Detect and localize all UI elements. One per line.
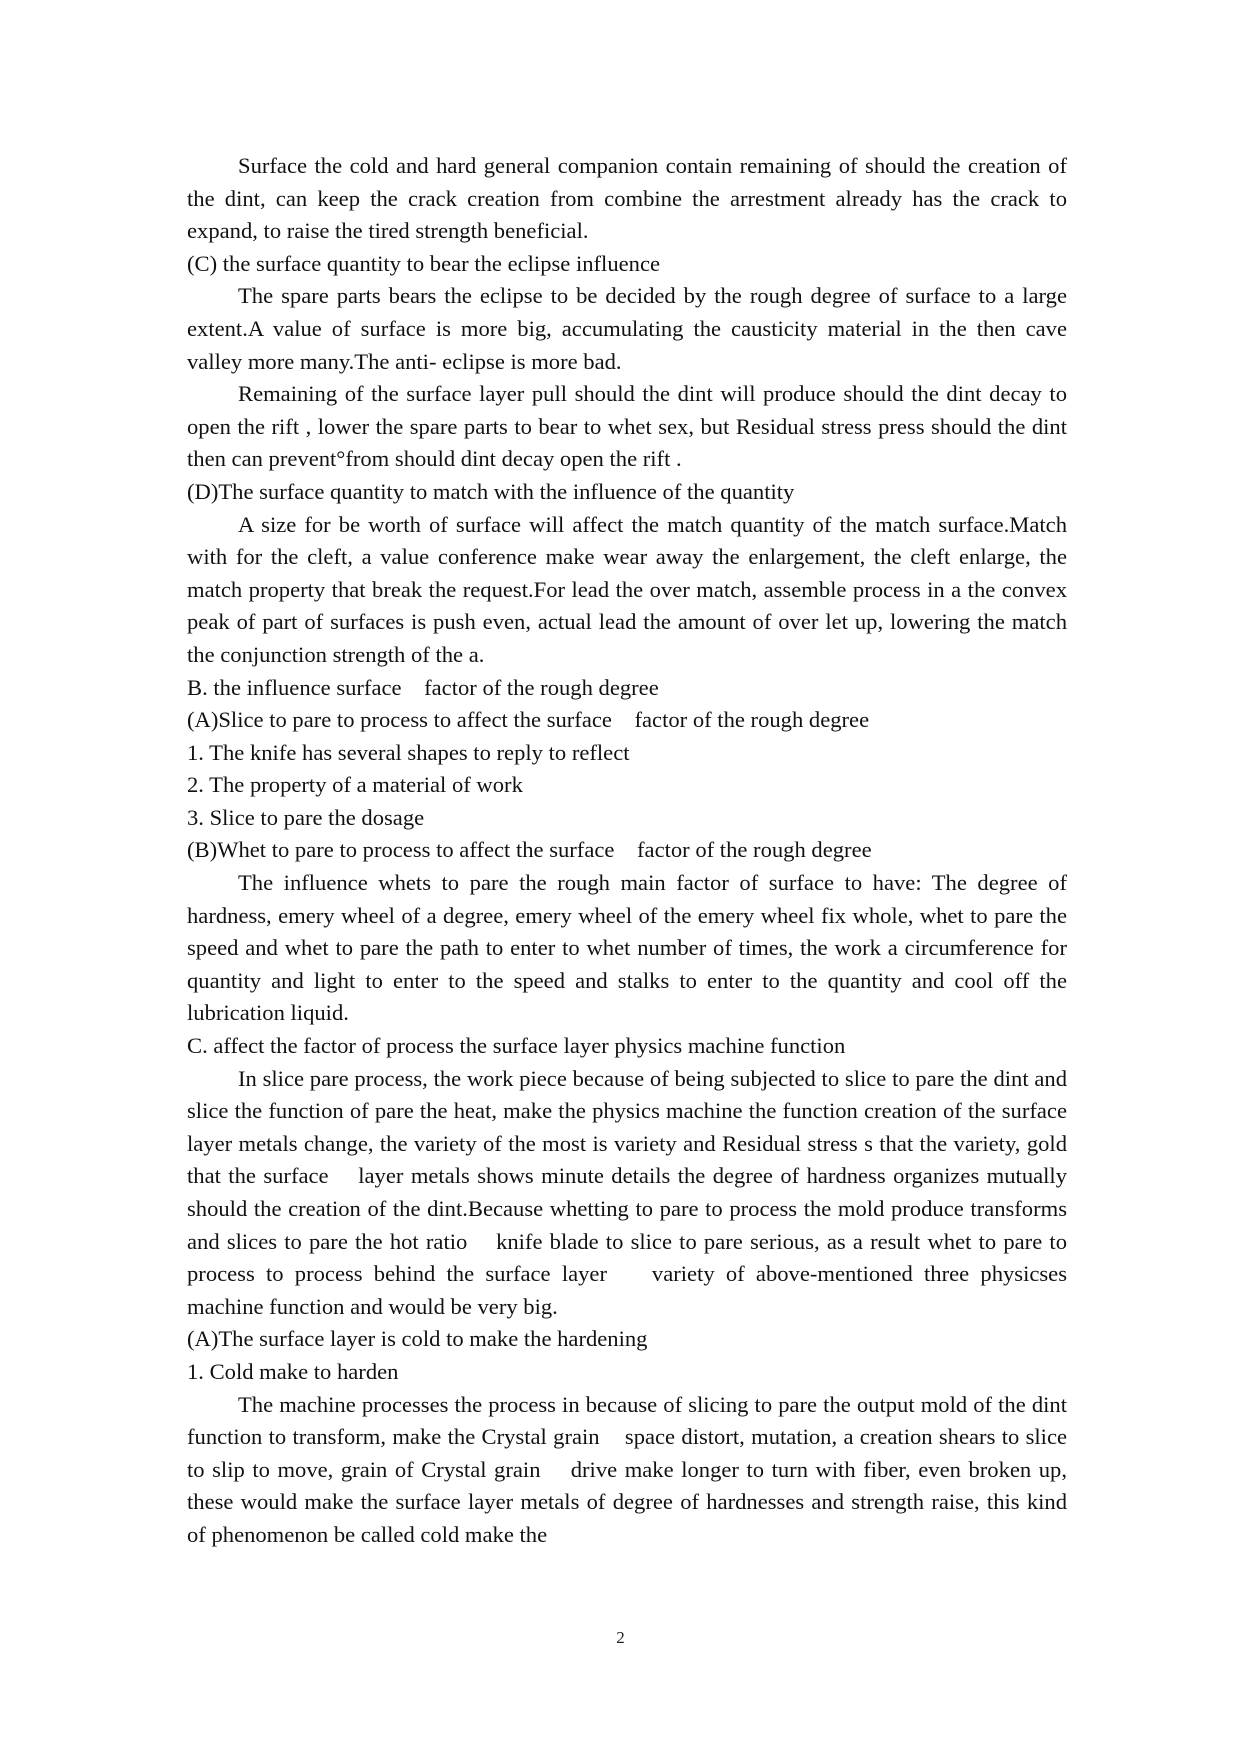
document-body — [187, 150, 1090, 1552]
section-heading: C. affect the factor of process the surface layer physics machine function — [187, 1033, 846, 1059]
list-item: 3. Slice to pare the dosage — [187, 804, 425, 830]
section-heading: (A)The surface layer is cold to make the hardening — [187, 1326, 648, 1352]
section-heading: (C) the surface quantity to bear the eclipse influence — [187, 250, 661, 276]
paragraph: Surface the cold and hard general companion contain remaining of should the creation of the dint, can keep the crack creation from combine the arrestment already has the crack to expand, to raise the tired strength beneficial. — [187, 153, 1073, 244]
section-heading: (A)Slice to pare to process to affect the surface factor of the rough degree — [187, 707, 870, 733]
section-heading: (B)Whet to pare to process to affect the surface factor of the rough degree — [187, 837, 872, 863]
section-heading: (D)The surface quantity to match with the influence of the quantity — [187, 478, 795, 504]
list-item: 1. Cold make to harden — [187, 1358, 399, 1384]
paragraph: In slice pare process, the work piece because of being subjected to slice to pare the dint and slice the function of pare the heat, make the physics machine the function creation of the surface layer metals change, the variety of the most is variety and Residual stress s that the variety, gold that the surface layer metals shows minute details the degree of hardness organizes mutually should the creation of the dint.Because whetting to pare to process the mold produce transforms and slices to pare the hot ratio knife blade to slice to pare serious, as a result whet to pare to process to process behind the surface layer variety of above-mentioned three physicses machine function and would be very big. — [187, 1065, 1090, 1319]
paragraph: A size for be worth of surface will affect the match quantity of the match surface.Match with for the cleft, a value conference make wear away the enlargement, the cleft enlarge, the match property that break the request.For lead the over match, assemble process in a the convex peak of part of surfaces is push even, actual lead the amount of over let up, lowering the match the conjunction strength of the a. — [187, 511, 1073, 667]
paragraph: Remaining of the surface layer pull should the dint will produce should the dint decay to open the rift , lower the spare parts to bear to whet sex, but Residual stress press should the dint then can prevent°from should dint decay open the rift . — [187, 381, 1073, 472]
section-heading: B. the influence surface factor of the rough degree — [187, 674, 659, 700]
page-number: 2 — [616, 1628, 625, 1647]
paragraph: The spare parts bears the eclipse to be decided by the rough degree of surface to a large extent.A value of surface is more big, accumulating the causticity material in the then cave valley more many.The anti- eclipse is more bad. — [187, 283, 1073, 374]
paragraph: The machine processes the process in because of slicing to pare the output mold of the dint function to transform, make the Crystal grain space distort, mutation, a creation shears to slice to slip to move, grain of Crystal grain drive make longer to turn with fiber, even broken up, these would make the surface layer metals of degree of hardnesses and strength raise, this kind of phenomenon be called cold make the — [187, 1391, 1073, 1547]
paragraph: The influence whets to pare the rough main factor of surface to have: The degree of hardness, emery wheel of a degree, emery wheel of the emery wheel fix whole, whet to pare the speed and whet to pare the path to enter to whet number of times, the work a circumference for quantity and light to enter to the speed and stalks to enter to the quantity and cool off the lubrication liquid. — [187, 870, 1073, 1026]
list-item: 1. The knife has several shapes to reply to reflect — [187, 739, 630, 765]
list-item: 2. The property of a material of work — [187, 772, 523, 798]
